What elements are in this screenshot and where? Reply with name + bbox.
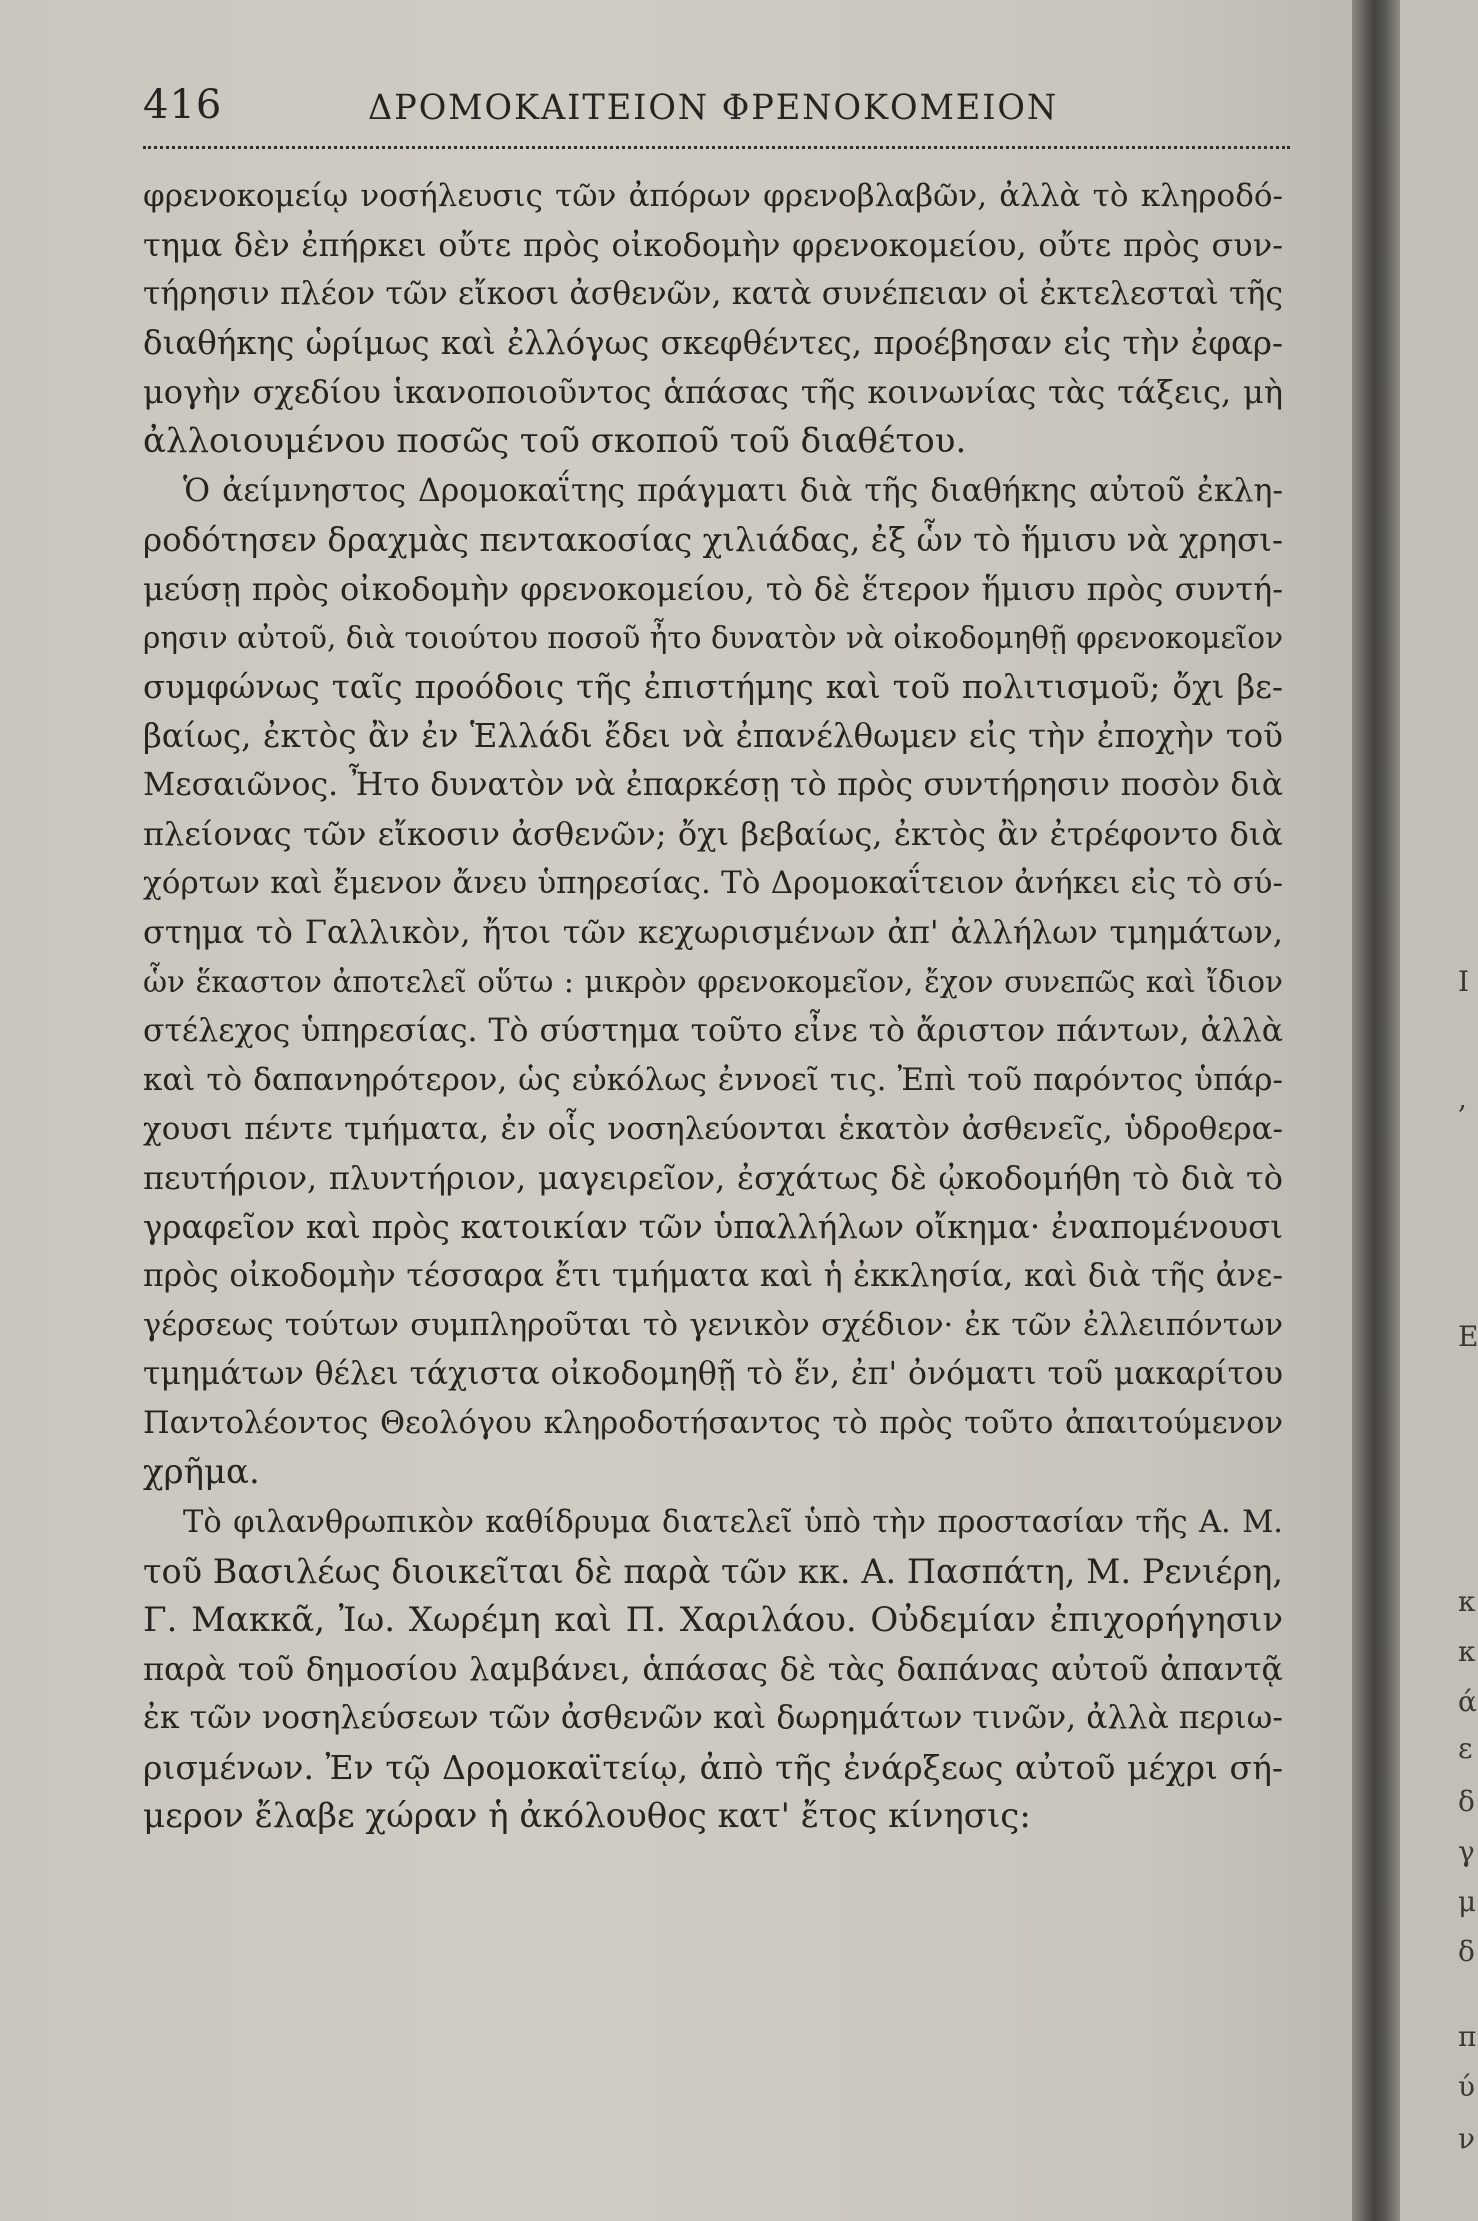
adjacent-letter: ά — [1458, 1685, 1477, 1718]
page-number: 416 — [143, 82, 223, 128]
text-line: στημα τὸ Γαλλικὸν, ἤτοι τῶν κεχωρισμένων ἀπ' ἀλλήλων τμημάτων, — [143, 913, 1283, 952]
text-line: πρὸς οἰκοδομὴν τέσσαρα ἔτι τμήματα καὶ ἡ ἐκκλησία, καὶ διὰ τῆς ἀνε- — [143, 1258, 1283, 1295]
text-line: ἐκ τῶν νοσηλεύσεων τῶν ἀσθενῶν καὶ δωρημάτων τινῶν, ἀλλὰ περιω- — [143, 1699, 1283, 1736]
adjacent-letter: I — [1458, 965, 1470, 998]
text-line: ρισμένων. Ἐν τῷ Δρομοκαϊτείῳ, ἀπὸ τῆς ἐνάρξεως αὐτοῦ μέχρι σή- — [143, 1748, 1283, 1787]
text-line: μερον ἔλαβε χώραν ἡ ἀκόλουθος κατ' ἔτος κίνησις: — [143, 1796, 1031, 1837]
text-line: παρὰ τοῦ δημοσίου λαμβάνει, ἁπάσας δὲ τὰς δαπάνας αὐτοῦ ἀπαντᾷ — [143, 1649, 1283, 1688]
text-line: διαθήκης ὡρίμως καὶ ἐλλόγως σκεφθέντες, προέβησαν εἰς τὴν ἐφαρ- — [143, 324, 1283, 363]
book-gutter — [1352, 0, 1400, 2221]
text-line: Παντολέοντος Θεολόγου κληροδοτήσαντος τὸ πρὸς τοῦτο ἀπαιτούμενον — [143, 1406, 1283, 1442]
text-line: ρησιν αὐτοῦ, διὰ τοιούτου ποσοῦ ἦτο δυνατὸν νὰ οἰκοδομηθῇ φρενοκομεῖον — [143, 620, 1283, 655]
text-line: βαίως, ἐκτὸς ἂν ἐν Ἑλλάδι ἔδει νὰ ἐπανέλθωμεν εἰς τὴν ἐποχὴν τοῦ — [143, 717, 1283, 756]
adjacent-letter: κ — [1458, 1585, 1476, 1618]
text-line: τμημάτων θέλει τάχιστα οἰκοδομηθῇ τὸ ἕν, ἐπ' ὀνόματι τοῦ μακαρίτου — [143, 1356, 1283, 1393]
running-title: ΔΡΟΜΟΚΑΙΤΕΙΟΝ ΦΡΕΝΟΚΟΜΕΙΟΝ — [368, 88, 1059, 128]
text-line: ροδότησεν δραχμὰς πεντακοσίας χιλιάδας, ἐξ ὧν τὸ ἥμισυ νὰ χρησι- — [143, 520, 1283, 559]
text-line: μογὴν σχεδίου ἱκανοποιοῦντος ἁπάσας τῆς κοινωνίας τὰς τάξεις, μὴ — [143, 373, 1283, 412]
body-text — [143, 172, 1283, 1841]
text-line: πευτήριον, πλυντήριον, μαγειρεῖον, ἐσχάτως δὲ ᾠκοδομήθη τὸ διὰ τὸ — [143, 1158, 1283, 1197]
header-rule — [143, 146, 1290, 149]
text-line: Τὸ φιλανθρωπικὸν καθίδρυμα διατελεῖ ὑπὸ τὴν προστασίαν τῆς Α. Μ. — [183, 1504, 1283, 1540]
text-line: συμφώνως ταῖς προόδοις τῆς ἐπιστήμης καὶ τοῦ πολιτισμοῦ; ὄχι βε- — [143, 667, 1283, 706]
text-line: ἀλλοιουμένου ποσῶς τοῦ σκοποῦ τοῦ διαθέτου. — [143, 421, 967, 462]
text-line: καὶ τὸ δαπανηρότερον, ὡς εὐκόλως ἐννοεῖ τις. Ἐπὶ τοῦ παρόντος ὑπάρ- — [143, 1061, 1283, 1098]
text-line: φρενοκομείῳ νοσήλευσις τῶν ἀπόρων φρενοβλαβῶν, ἀλλὰ τὸ κληροδό- — [143, 178, 1283, 214]
adjacent-letter: μ — [1458, 1885, 1477, 1918]
text-line: στέλεχος ὑπηρεσίας. Τὸ σύστημα τοῦτο εἶνε τὸ ἄριστον πάντων, ἀλλὰ — [143, 1012, 1283, 1049]
adjacent-letter: , — [1458, 1082, 1467, 1115]
text-line: τήρησιν πλέον τῶν εἴκοσι ἀσθενῶν, κατὰ συνέπειαν οἱ ἐκτελεσταὶ τῆς — [143, 276, 1283, 313]
text-line: Μεσαιῶνος. Ἦτο δυνατὸν νὰ ἐπαρκέσῃ τὸ πρὸς συντήρησιν ποσὸν διὰ — [143, 767, 1283, 804]
adjacent-letter: δ — [1458, 1935, 1475, 1968]
text-line: χόρτων καὶ ἔμενον ἄνευ ὑπηρεσίας. Τὸ Δρομοκαΐτειον ἀνήκει εἰς τὸ σύ- — [143, 865, 1283, 902]
text-line: μεύσῃ πρὸς οἰκοδομὴν φρενοκομείου, τὸ δὲ ἕτερον ἥμισυ πρὸς συντή- — [143, 569, 1283, 608]
text-line: ὧν ἕκαστον ἀποτελεῖ οὕτω : μικρὸν φρενοκομεῖον, ἔχον συνεπῶς καὶ ἴδιον — [143, 964, 1283, 999]
adjacent-page-text — [1458, 0, 1478, 2221]
page-header — [143, 82, 1290, 142]
adjacent-letter: E — [1458, 1320, 1478, 1353]
adjacent-letter: π — [1458, 2020, 1477, 2053]
text-line: χρῆμα. — [143, 1452, 260, 1493]
text-line: γραφεῖον καὶ πρὸς κατοικίαν τῶν ὑπαλλήλων οἴκημα· ἐναπομένουσι — [143, 1207, 1283, 1246]
text-line: Γ. Μακκᾶ, Ἰω. Χωρέμη καὶ Π. Χαριλάου. Οὐδεμίαν ἐπιχορήγησιν — [143, 1599, 1283, 1640]
adjacent-letter: ν — [1458, 2122, 1476, 2155]
text-line: Ὁ ἀείμνηστος Δρομοκαΐτης πράγματι διὰ τῆς διαθήκης αὐτοῦ ἐκλη- — [183, 472, 1283, 509]
text-line: τοῦ Βασιλέως διοικεῖται δὲ παρὰ τῶν κκ. Α. Πασπάτη, Μ. Ρενιέρη, — [143, 1551, 1283, 1591]
text-line: γέρσεως τούτων συμπληροῦται τὸ γενικὸν σχέδιον· ἐκ τῶν ἐλλειπόντων — [143, 1308, 1283, 1344]
adjacent-letter: κ — [1458, 1635, 1476, 1668]
text-line: πλείονας τῶν εἴκοσιν ἀσθενῶν; ὄχι βεβαίως, ἐκτὸς ἂν ἐτρέφοντο διὰ — [143, 815, 1283, 854]
adjacent-letter: ύ — [1458, 2070, 1476, 2103]
adjacent-letter: δ — [1458, 1785, 1475, 1818]
text-line: χουσι πέντε τμήματα, ἐν οἷς νοσηλεύονται ἑκατὸν ἀσθενεῖς, ὑδροθερα- — [143, 1110, 1283, 1147]
adjacent-letter: ε — [1458, 1732, 1473, 1765]
adjacent-letter: γ — [1458, 1835, 1475, 1868]
text-line: τημα δὲν ἐπήρκει οὔτε πρὸς οἰκοδομὴν φρενοκομείου, οὔτε πρὸς συν- — [143, 226, 1283, 265]
